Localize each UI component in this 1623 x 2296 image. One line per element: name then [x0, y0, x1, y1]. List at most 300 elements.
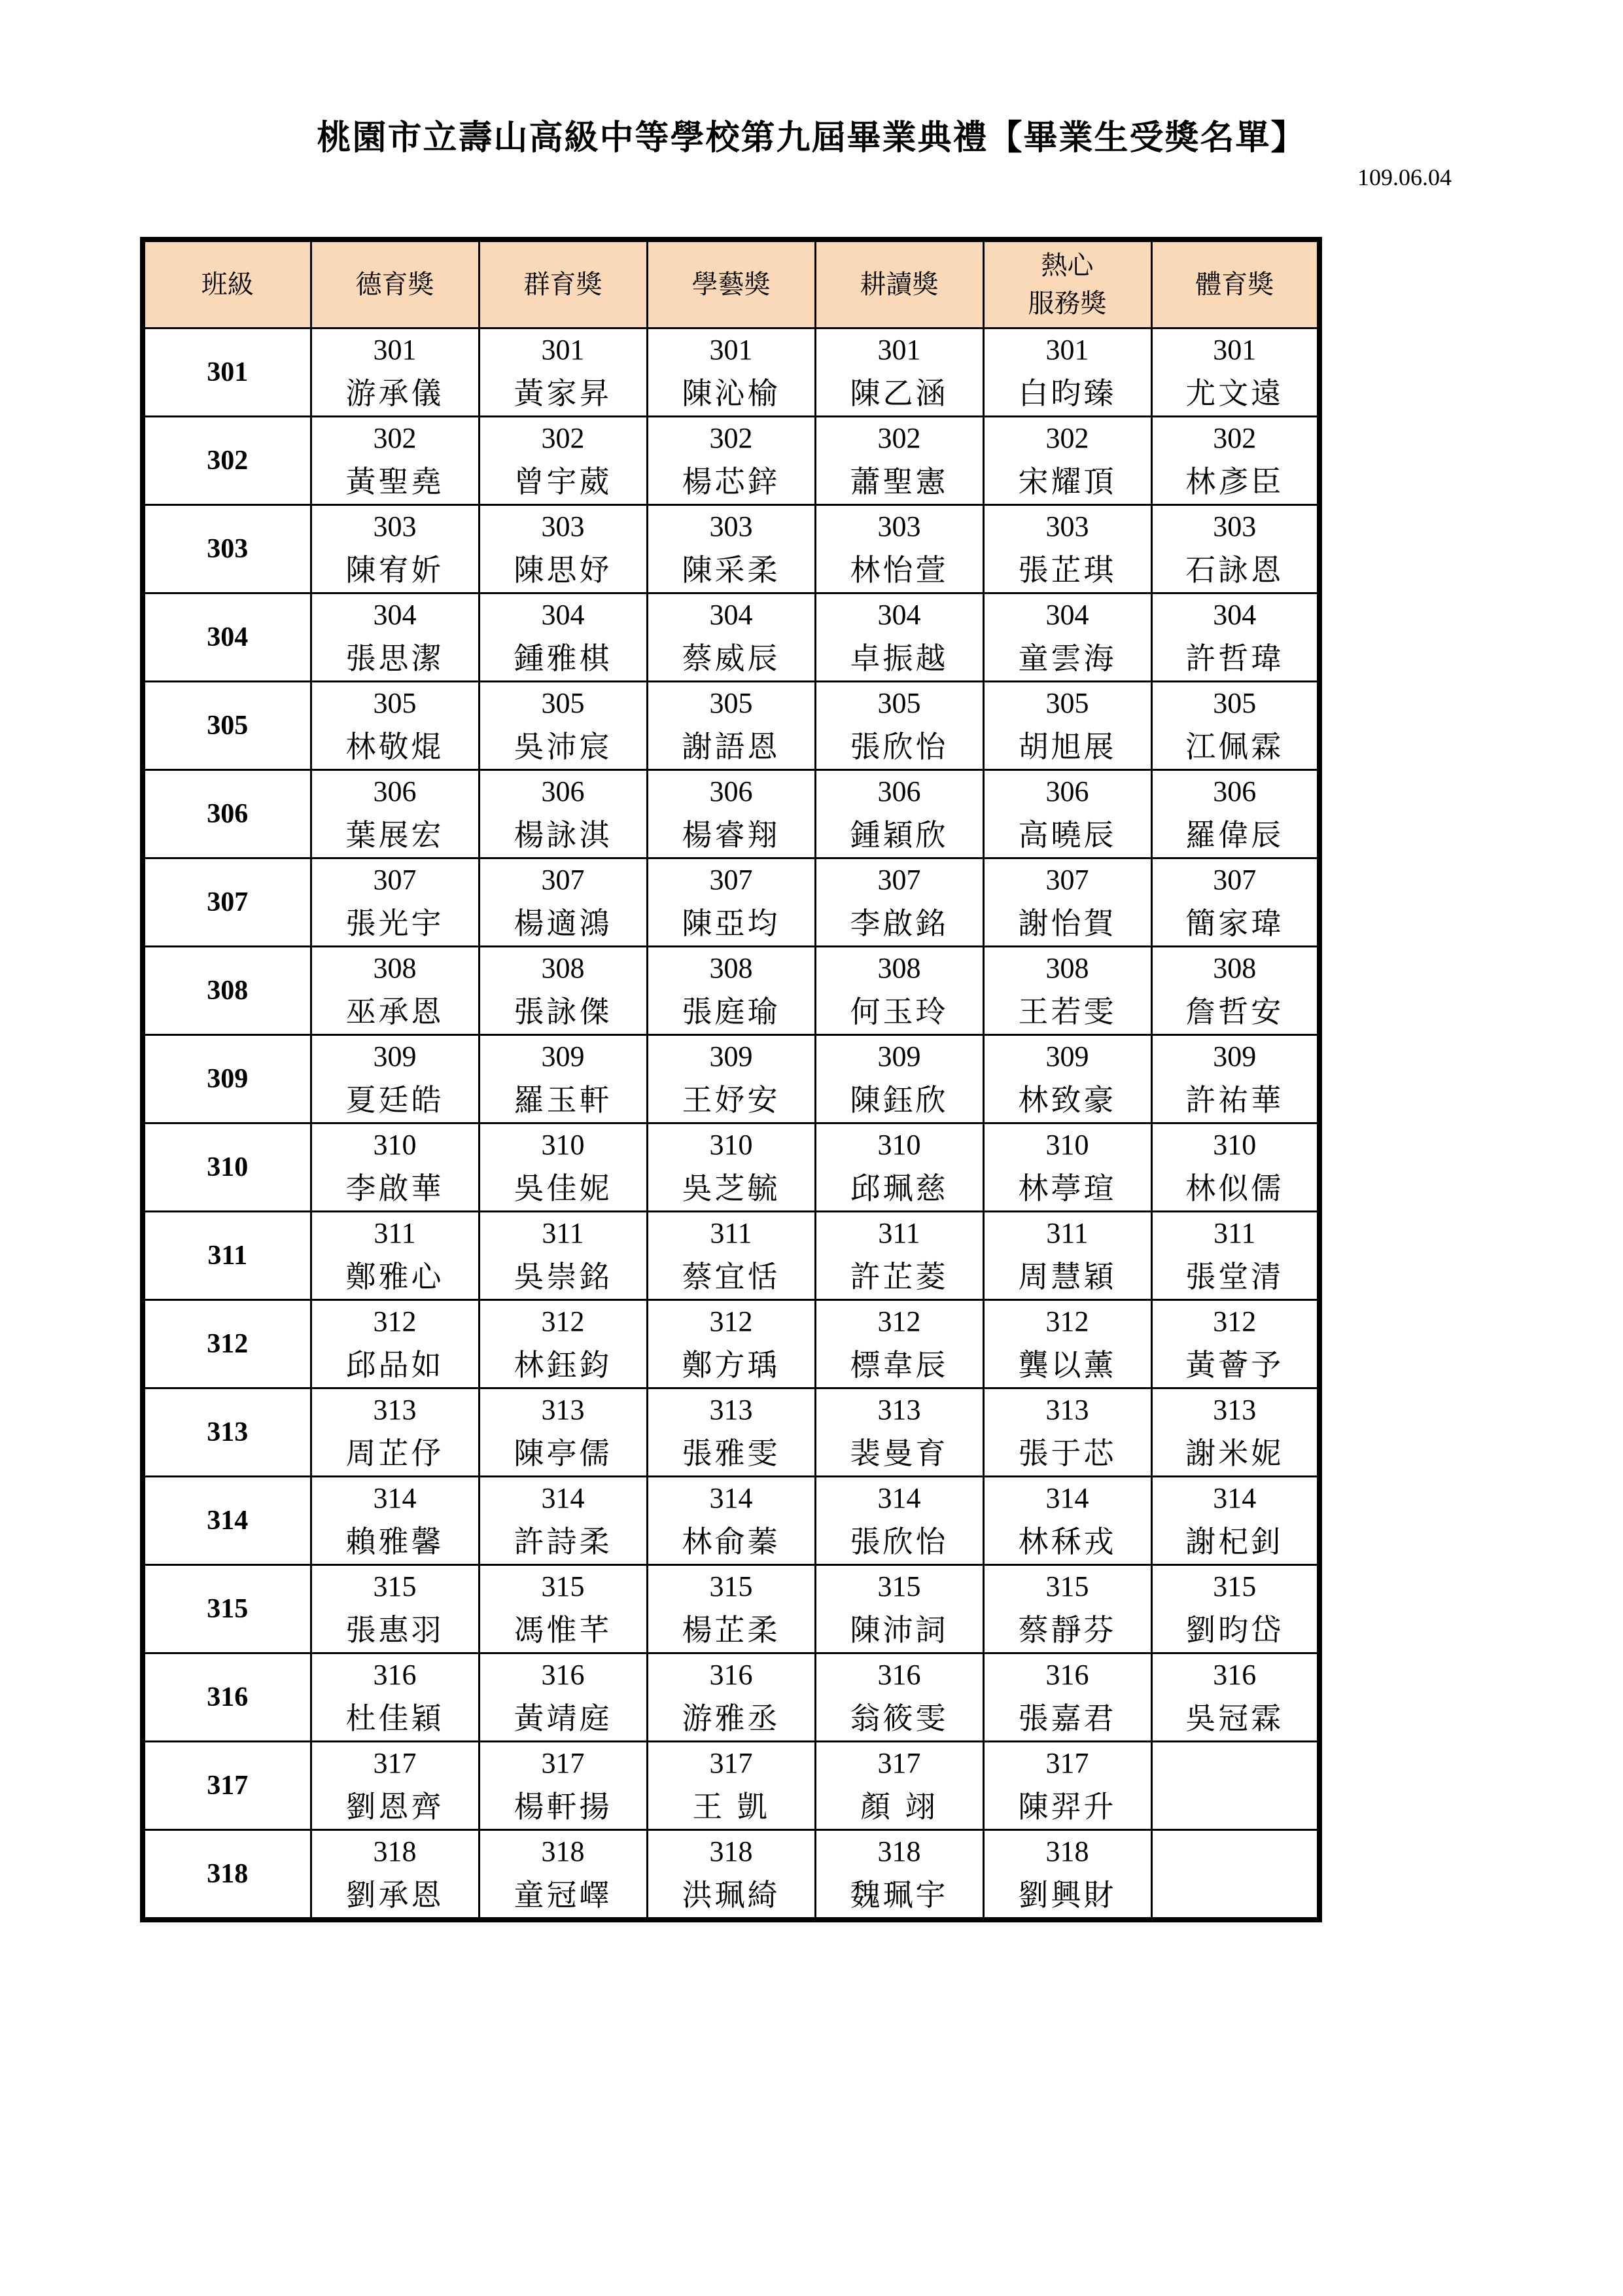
awardee-name: 葉展宏 — [345, 817, 444, 853]
class-cell: 310 — [143, 1123, 311, 1212]
group-award-cell — [479, 1212, 647, 1300]
awardee-class: 316 — [1045, 1659, 1089, 1691]
awardee-name: 劉昀岱 — [1185, 1612, 1284, 1648]
awardee-class: 301 — [1045, 334, 1089, 366]
awardee-class: 315 — [1045, 1570, 1089, 1602]
awardee-name: 楊適鴻 — [514, 906, 612, 941]
awardee-name: 劉承恩 — [345, 1877, 444, 1913]
awardee-name: 裴曼育 — [850, 1436, 949, 1471]
awardee-name: 謝米妮 — [1185, 1436, 1284, 1471]
study-award-cell — [815, 947, 983, 1035]
moral-award-cell — [311, 1123, 479, 1212]
class-cell: 317 — [143, 1742, 311, 1830]
service-award-cell — [983, 1035, 1151, 1123]
study-award-cell — [815, 1477, 983, 1565]
awardee-name: 龔以薰 — [1018, 1347, 1117, 1383]
class-cell: 307 — [143, 858, 311, 947]
class-cell: 302 — [143, 417, 311, 505]
awardee-class: 318 — [709, 1835, 753, 1867]
awardee-class: 306 — [1045, 775, 1089, 807]
awardee-name: 楊芷柔 — [682, 1612, 780, 1648]
awardee-class: 317 — [709, 1747, 753, 1779]
moral-award-cell — [311, 1388, 479, 1477]
awardee-class: 313 — [541, 1394, 585, 1426]
arts-award-cell — [647, 1035, 815, 1123]
service-award-cell — [983, 947, 1151, 1035]
awardee-name: 謝杞釗 — [1185, 1524, 1284, 1559]
sports-award-cell — [1151, 858, 1319, 947]
service-award-cell — [983, 1123, 1151, 1212]
table-row — [143, 682, 1319, 770]
awardee-name: 李啟華 — [345, 1171, 444, 1206]
awardee-class: 310 — [1213, 1129, 1257, 1161]
awardee-name: 標韋辰 — [850, 1347, 949, 1383]
awardee-name: 楊詠淇 — [514, 817, 612, 853]
page-title: 桃園市立壽山高級中等學校第九屆畢業典禮【畢業生受獎名單】 — [317, 118, 1306, 158]
awardee-class: 316 — [709, 1659, 753, 1691]
study-award-cell — [815, 1830, 983, 1920]
sports-award-cell — [1151, 1653, 1319, 1742]
awardee-name: 石詠恩 — [1185, 552, 1284, 588]
awardee-class: 301 — [877, 334, 921, 366]
header-moral-award: 德育獎 — [311, 239, 479, 328]
class-cell: 312 — [143, 1300, 311, 1388]
awardee-name: 陳采柔 — [682, 552, 780, 588]
arts-award-cell — [647, 1212, 815, 1300]
moral-award-cell — [311, 1830, 479, 1920]
table-header-row — [143, 239, 1319, 328]
awardee-class: 318 — [541, 1835, 585, 1867]
awardee-class: 307 — [709, 864, 753, 896]
awardee-name: 黃家昇 — [514, 376, 612, 411]
awardee-class: 313 — [877, 1394, 921, 1426]
awardee-name: 洪珮綺 — [682, 1877, 780, 1913]
awardee-class: 307 — [373, 864, 417, 896]
awardee-class: 309 — [1213, 1040, 1257, 1072]
service-award-cell — [983, 1212, 1151, 1300]
awardee-name: 陳思妤 — [514, 552, 612, 588]
sports-award-cell — [1151, 770, 1319, 858]
awardee-name: 張雅雯 — [682, 1436, 780, 1471]
awardee-name: 黃靖庭 — [514, 1701, 612, 1736]
awardee-name: 陳羿升 — [1018, 1789, 1117, 1824]
awardee-class: 304 — [373, 599, 417, 631]
header-group-award: 群育獎 — [479, 239, 647, 328]
moral-award-cell — [311, 1212, 479, 1300]
header-service-award — [983, 239, 1151, 328]
awardee-class: 316 — [373, 1659, 417, 1691]
awardee-name: 江佩霖 — [1185, 729, 1284, 764]
study-award-cell — [815, 505, 983, 593]
service-award-cell — [983, 1388, 1151, 1477]
awardee-class: 315 — [373, 1570, 417, 1602]
arts-award-cell — [647, 1477, 815, 1565]
awardee-class: 311 — [1046, 1217, 1089, 1249]
awardee-name: 卓振越 — [850, 641, 949, 676]
awardee-class: 305 — [541, 687, 585, 719]
awardee-class: 312 — [709, 1305, 753, 1337]
table-row — [143, 858, 1319, 947]
award-winners-table — [140, 237, 1322, 1922]
sports-award-cell — [1151, 505, 1319, 593]
awardee-class: 305 — [1045, 687, 1089, 719]
arts-award-cell — [647, 858, 815, 947]
awardee-name: 黃薈予 — [1185, 1347, 1284, 1383]
awardee-name: 吳芝毓 — [682, 1171, 780, 1206]
awardee-class: 313 — [1213, 1394, 1257, 1426]
header-service-line-1: 熱心 — [1041, 251, 1094, 281]
awardee-class: 310 — [709, 1129, 753, 1161]
study-award-cell — [815, 1742, 983, 1830]
awardee-class: 303 — [1213, 510, 1257, 542]
awardee-name: 宋耀頂 — [1018, 464, 1117, 499]
awardee-name: 許哲瑋 — [1185, 641, 1284, 676]
study-award-cell — [815, 770, 983, 858]
class-cell: 313 — [143, 1388, 311, 1477]
group-award-cell — [479, 1477, 647, 1565]
study-award-cell — [815, 1565, 983, 1653]
awardee-class: 304 — [1213, 599, 1257, 631]
group-award-cell — [479, 1565, 647, 1653]
awardee-name: 吳佳妮 — [514, 1171, 612, 1206]
study-award-cell — [815, 593, 983, 682]
group-award-cell — [479, 1035, 647, 1123]
service-award-cell — [983, 1565, 1151, 1653]
study-award-cell — [815, 417, 983, 505]
header-study-award: 耕讀獎 — [815, 239, 983, 328]
awardee-name: 張光宇 — [345, 906, 444, 941]
awardee-name: 簡家瑋 — [1185, 906, 1284, 941]
awardee-name: 陳亭儒 — [514, 1436, 612, 1471]
awardee-name: 鄭方瑀 — [682, 1347, 780, 1383]
study-award-cell — [815, 682, 983, 770]
table-row — [143, 1477, 1319, 1565]
table-body — [143, 328, 1319, 1920]
table-row — [143, 770, 1319, 858]
awardee-class: 304 — [1045, 599, 1089, 631]
service-award-cell — [983, 1477, 1151, 1565]
awardee-name: 王妤安 — [682, 1082, 780, 1118]
awardee-class: 318 — [1045, 1835, 1089, 1867]
service-award-cell — [983, 858, 1151, 947]
awardee-class: 302 — [1213, 422, 1257, 454]
class-cell: 301 — [143, 328, 311, 417]
awardee-name: 吳冠霖 — [1185, 1701, 1284, 1736]
arts-award-cell — [647, 328, 815, 417]
awardee-class: 312 — [1213, 1305, 1257, 1337]
table-row — [143, 1212, 1319, 1300]
sports-award-cell — [1151, 682, 1319, 770]
awardee-class: 310 — [1045, 1129, 1089, 1161]
table-row — [143, 1830, 1319, 1920]
sports-award-cell — [1151, 947, 1319, 1035]
awardee-name: 張芷琪 — [1018, 552, 1117, 588]
awardee-class: 301 — [541, 334, 585, 366]
awardee-name: 游雅丞 — [682, 1701, 780, 1736]
table-row — [143, 328, 1319, 417]
awardee-name: 蔡宜恬 — [682, 1259, 780, 1294]
awardee-name: 高曉辰 — [1018, 817, 1117, 853]
awardee-name: 王 凱 — [692, 1789, 770, 1824]
awardee-class: 305 — [877, 687, 921, 719]
awardee-name: 張嘉君 — [1018, 1701, 1117, 1736]
awardee-name: 王若雯 — [1018, 994, 1117, 1029]
group-award-cell — [479, 770, 647, 858]
sports-award-cell — [1151, 593, 1319, 682]
awardee-class: 308 — [373, 952, 417, 984]
awardee-class: 304 — [709, 599, 753, 631]
awardee-name: 張惠羽 — [345, 1612, 444, 1648]
awardee-name: 林敬焜 — [345, 729, 444, 764]
awardee-class: 314 — [709, 1482, 753, 1514]
awardee-class: 308 — [877, 952, 921, 984]
awardee-name: 何玉玲 — [850, 994, 949, 1029]
awardee-class: 311 — [1213, 1217, 1256, 1249]
table-row — [143, 505, 1319, 593]
awardee-class: 311 — [374, 1217, 416, 1249]
arts-award-cell — [647, 770, 815, 858]
service-award-cell — [983, 1830, 1151, 1920]
study-award-cell — [815, 1388, 983, 1477]
awardee-name: 夏廷皓 — [345, 1082, 444, 1118]
awardee-class: 311 — [710, 1217, 752, 1249]
awardee-name: 胡旭展 — [1018, 729, 1117, 764]
header-arts-award: 學藝獎 — [647, 239, 815, 328]
awardee-name: 巫承恩 — [345, 994, 444, 1029]
class-cell: 314 — [143, 1477, 311, 1565]
awardee-name: 周慧穎 — [1018, 1259, 1117, 1294]
document-date: 109.06.04 — [1357, 164, 1452, 190]
awardee-class: 303 — [1045, 510, 1089, 542]
service-award-cell — [983, 1300, 1151, 1388]
awardee-name: 楊軒揚 — [514, 1789, 612, 1824]
arts-award-cell — [647, 682, 815, 770]
study-award-cell — [815, 1300, 983, 1388]
awardee-name: 蔡靜芬 — [1018, 1612, 1117, 1648]
group-award-cell — [479, 1742, 647, 1830]
class-cell: 305 — [143, 682, 311, 770]
sports-award-cell — [1151, 1742, 1319, 1830]
group-award-cell — [479, 1123, 647, 1212]
moral-award-cell — [311, 417, 479, 505]
awardee-name: 張欣怡 — [850, 729, 949, 764]
moral-award-cell — [311, 328, 479, 417]
study-award-cell — [815, 1212, 983, 1300]
table-row — [143, 417, 1319, 505]
awardee-class: 308 — [1213, 952, 1257, 984]
arts-award-cell — [647, 417, 815, 505]
arts-award-cell — [647, 505, 815, 593]
service-award-cell — [983, 417, 1151, 505]
awardee-name: 童雲海 — [1018, 641, 1117, 676]
awardee-class: 304 — [541, 599, 585, 631]
awardee-class: 302 — [1045, 422, 1089, 454]
awardee-class: 309 — [541, 1040, 585, 1072]
awardee-class: 303 — [709, 510, 753, 542]
awardee-class: 309 — [1045, 1040, 1089, 1072]
service-award-cell — [983, 593, 1151, 682]
sports-award-cell — [1151, 1830, 1319, 1920]
sports-award-cell — [1151, 1477, 1319, 1565]
awardee-class: 307 — [1045, 864, 1089, 896]
class-cell: 315 — [143, 1565, 311, 1653]
awardee-name: 陳沁榆 — [682, 376, 780, 411]
awardee-name: 游承儀 — [345, 376, 444, 411]
moral-award-cell — [311, 593, 479, 682]
service-award-cell — [983, 328, 1151, 417]
header-sports-award: 體育獎 — [1151, 239, 1319, 328]
arts-award-cell — [647, 1123, 815, 1212]
arts-award-cell — [647, 1300, 815, 1388]
awardee-class: 313 — [709, 1394, 753, 1426]
sports-award-cell — [1151, 1388, 1319, 1477]
awardee-class: 304 — [877, 599, 921, 631]
arts-award-cell — [647, 1653, 815, 1742]
awardee-class: 318 — [877, 1835, 921, 1867]
table-row — [143, 593, 1319, 682]
header-class: 班級 — [143, 239, 311, 328]
awardee-class: 303 — [373, 510, 417, 542]
awardee-name: 吳崇銘 — [514, 1259, 612, 1294]
awardee-name: 鄭雅心 — [345, 1259, 444, 1294]
study-award-cell — [815, 858, 983, 947]
moral-award-cell — [311, 1565, 479, 1653]
table-row — [143, 947, 1319, 1035]
study-award-cell — [815, 1035, 983, 1123]
awardee-name: 杜佳穎 — [345, 1701, 444, 1736]
awardee-class: 315 — [709, 1570, 753, 1602]
awardee-name: 吳沛宸 — [514, 729, 612, 764]
awardee-name: 翁筱雯 — [850, 1701, 949, 1736]
awardee-class: 308 — [541, 952, 585, 984]
sports-award-cell — [1151, 1212, 1319, 1300]
awardee-class: 307 — [877, 864, 921, 896]
awardee-name: 曾宇葳 — [514, 464, 612, 499]
class-cell: 309 — [143, 1035, 311, 1123]
awardee-name: 李啟銘 — [850, 906, 949, 941]
awardee-class: 317 — [877, 1747, 921, 1779]
awardee-class: 312 — [1045, 1305, 1089, 1337]
service-award-cell — [983, 1653, 1151, 1742]
moral-award-cell — [311, 947, 479, 1035]
awardee-name: 林鈺鈞 — [514, 1347, 612, 1383]
awardee-name: 林彥臣 — [1185, 464, 1284, 499]
sports-award-cell — [1151, 1300, 1319, 1388]
study-award-cell — [815, 1123, 983, 1212]
awardee-name: 許詩柔 — [514, 1524, 612, 1559]
awardee-name: 許芷菱 — [850, 1259, 949, 1294]
awardee-class: 301 — [1213, 334, 1257, 366]
table-row — [143, 1035, 1319, 1123]
awardee-class: 314 — [1045, 1482, 1089, 1514]
awardee-class: 306 — [877, 775, 921, 807]
moral-award-cell — [311, 770, 479, 858]
awardee-class: 316 — [1213, 1659, 1257, 1691]
awardee-name: 楊芯鋅 — [682, 464, 780, 499]
awardee-name: 顏 翊 — [860, 1789, 938, 1824]
awardee-class: 302 — [877, 422, 921, 454]
table-row — [143, 1742, 1319, 1830]
awardee-name: 馮惟芊 — [514, 1612, 612, 1648]
awardee-name: 劉興財 — [1018, 1877, 1117, 1913]
awardee-class: 303 — [877, 510, 921, 542]
awardee-class: 301 — [709, 334, 753, 366]
awardee-name: 林俞蓁 — [682, 1524, 780, 1559]
awardee-class: 309 — [373, 1040, 417, 1072]
awardee-name: 陳亞均 — [682, 906, 780, 941]
awardee-class: 309 — [709, 1040, 753, 1072]
awardee-class: 310 — [877, 1129, 921, 1161]
group-award-cell — [479, 947, 647, 1035]
awardee-name: 羅偉辰 — [1185, 817, 1284, 853]
awardee-class: 311 — [878, 1217, 920, 1249]
awardee-class: 305 — [1213, 687, 1257, 719]
group-award-cell — [479, 593, 647, 682]
sports-award-cell — [1151, 1565, 1319, 1653]
awardee-class: 302 — [541, 422, 585, 454]
awardee-class: 317 — [373, 1747, 417, 1779]
group-award-cell — [479, 1830, 647, 1920]
awardee-class: 315 — [877, 1570, 921, 1602]
awardee-class: 313 — [373, 1394, 417, 1426]
awardee-class: 307 — [541, 864, 585, 896]
awardee-class: 308 — [709, 952, 753, 984]
awardee-name: 邱品如 — [345, 1347, 444, 1383]
service-award-cell — [983, 770, 1151, 858]
group-award-cell — [479, 1300, 647, 1388]
sports-award-cell — [1151, 1123, 1319, 1212]
awardee-class: 306 — [541, 775, 585, 807]
arts-award-cell — [647, 1388, 815, 1477]
awardee-name: 張詠傑 — [514, 994, 612, 1029]
awardee-name: 蕭聖憲 — [850, 464, 949, 499]
awardee-name: 白昀臻 — [1018, 376, 1117, 411]
table-row — [143, 1653, 1319, 1742]
awardee-class: 314 — [1213, 1482, 1257, 1514]
class-cell: 311 — [143, 1212, 311, 1300]
awardee-name: 林致豪 — [1018, 1082, 1117, 1118]
awardee-class: 316 — [541, 1659, 585, 1691]
awardee-name: 張思潔 — [345, 641, 444, 676]
service-award-cell — [983, 505, 1151, 593]
awardee-name: 林秝戎 — [1018, 1524, 1117, 1559]
awardee-name: 張于芯 — [1018, 1436, 1117, 1471]
table-row — [143, 1388, 1319, 1477]
moral-award-cell — [311, 1477, 479, 1565]
class-cell: 318 — [143, 1830, 311, 1920]
awardee-class: 312 — [877, 1305, 921, 1337]
awardee-name: 張欣怡 — [850, 1524, 949, 1559]
moral-award-cell — [311, 682, 479, 770]
awardee-name: 邱珮慈 — [850, 1171, 949, 1206]
awardee-name: 鍾雅棋 — [514, 641, 612, 676]
service-award-cell — [983, 1742, 1151, 1830]
awardee-name: 蔡威辰 — [682, 641, 780, 676]
moral-award-cell — [311, 1300, 479, 1388]
awardee-name: 陳宥妡 — [345, 552, 444, 588]
awardee-name: 楊睿翔 — [682, 817, 780, 853]
awardee-name: 童冠嶧 — [514, 1877, 612, 1913]
awardee-class: 314 — [877, 1482, 921, 1514]
awardee-name: 陳鈺欣 — [850, 1082, 949, 1118]
moral-award-cell — [311, 1035, 479, 1123]
awardee-name: 謝語恩 — [682, 729, 780, 764]
moral-award-cell — [311, 858, 479, 947]
awardee-name: 鍾穎欣 — [850, 817, 949, 853]
awardee-class: 303 — [541, 510, 585, 542]
study-award-cell — [815, 1653, 983, 1742]
awardee-class: 312 — [373, 1305, 417, 1337]
